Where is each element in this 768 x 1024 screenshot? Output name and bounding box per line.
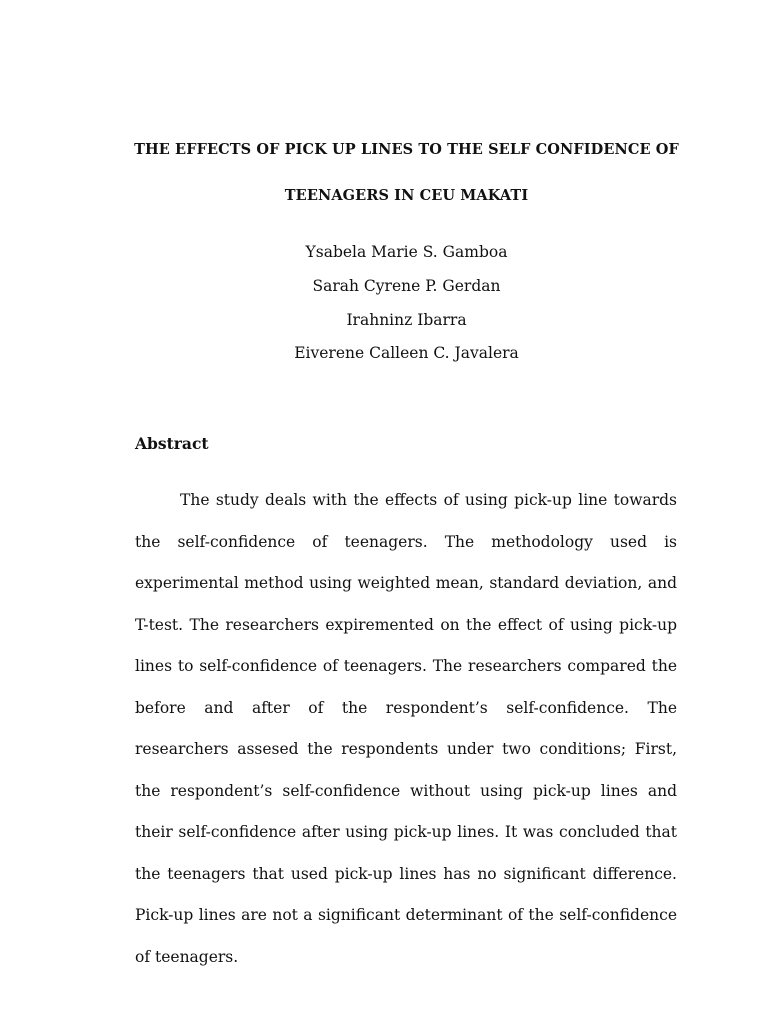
author-name: Ysabela Marie S. Gamboa: [305, 243, 508, 261]
author-row-2: [0, 277, 768, 301]
author-name: Eiverene Calleen C. Javalera: [294, 344, 519, 362]
paper-title-line-1: THE EFFECTS OF PICK UP LINES TO THE SELF CONFIDENCE OF: [134, 141, 679, 158]
author-name: Sarah Cyrene P. Gerdan: [312, 277, 501, 295]
author-row-1: [0, 243, 768, 267]
author-name: Irahninz Ibarra: [346, 311, 467, 329]
title-block-line-1: [0, 141, 768, 165]
title-block-line-2: [0, 187, 768, 211]
author-row-4: [0, 344, 768, 368]
abstract-paragraph: The study deals with the effects of using pick-up line towards the self-confidence of teenagers. The methodology used is experimental method using weighted mean, standard deviation, and T-test. The researchers expiremented on the effect of using pick-up lines to self-confidence of teenagers. The researchers compared the before and after of the respondent’s self-confidence. The researchers assesed the respondents under two conditions; First, the respondent’s self-confidence without using pick-up lines and their self-confidence after using pick-up lines. It was concluded that the teenagers that used pick-up lines has no significant difference. Pick-up lines are not a significant determinant of the self-confidence of teenagers.: [135, 491, 677, 966]
abstract-heading: Abstract: [135, 434, 209, 453]
author-row-3: [0, 311, 768, 335]
paper-title-line-2: TEENAGERS IN CEU MAKATI: [284, 187, 529, 204]
